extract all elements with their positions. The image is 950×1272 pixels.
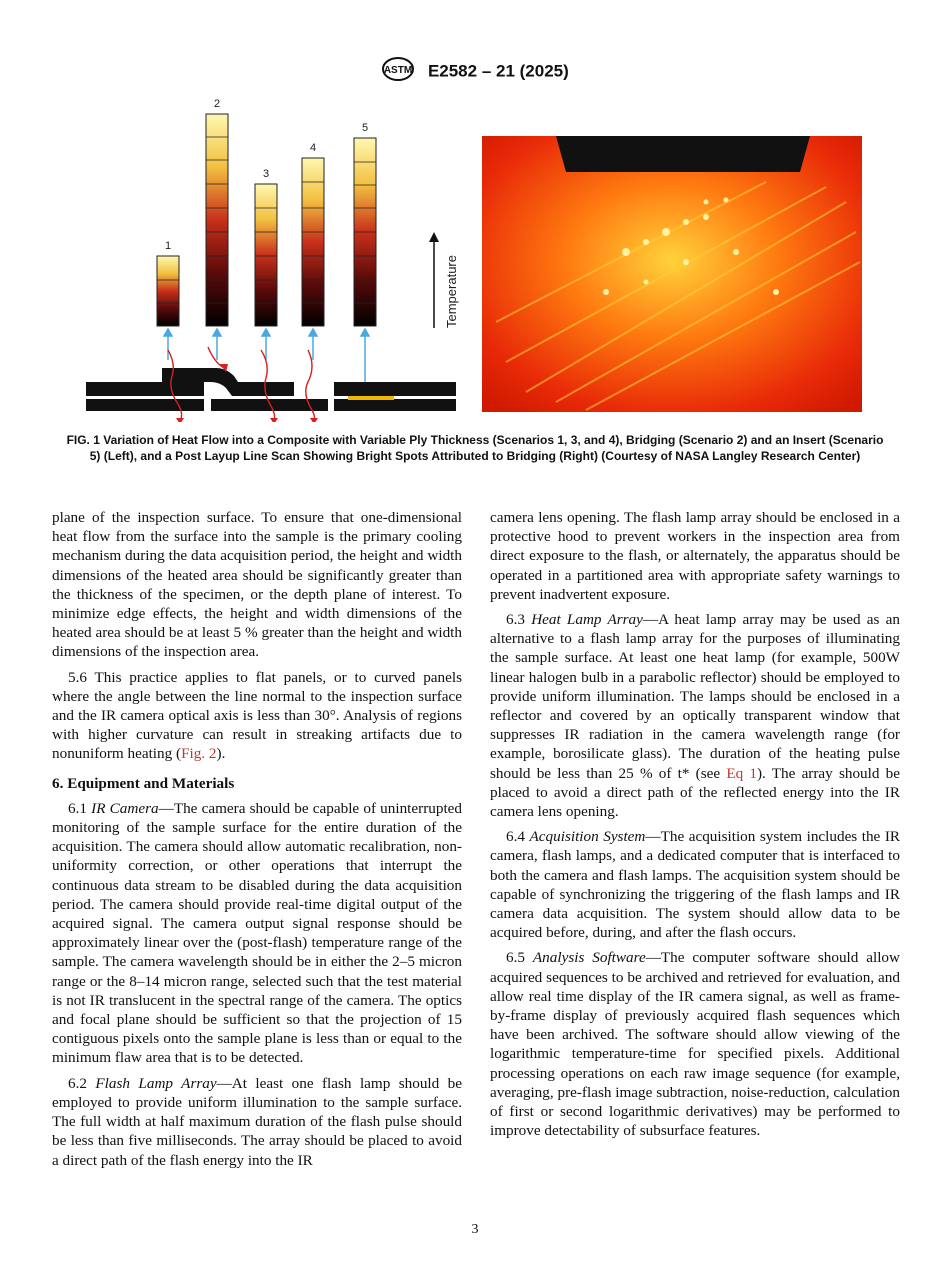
paragraph-text: ).: [216, 745, 226, 763]
term: Analysis Software: [532, 949, 646, 967]
page-number: 3: [471, 1222, 479, 1237]
section-number: 6.5: [506, 949, 533, 967]
page-header: [0, 56, 950, 87]
eq-1-link[interactable]: Eq 1: [726, 764, 757, 782]
standard-code: E2582 – 21 (2025): [427, 61, 569, 81]
paragraph-text: —The acquisition system includes the IR camera, flash lamps, and a dedicated computer that is interfaced to both the camera and flash lamps. The acquisition system should be capable of synchronizing the triggering of the flash lamps and IR camera data acquisition. The system should allow data to be acquired before, during, and after the flash occurs.: [490, 828, 901, 942]
paragraph-text: —A heat lamp array may be used as an alternative to a flash lamp array for the purposes of illuminating the sample surface. At least one heat lamp (for example, 500W linear halogen bulb in a parabolic reflector) should be employed to provide uniform illumination. The lamps should be enclosed in a reflector and covered by an optically transparent window that suppresses IR radiation in the camera wavelength range (for example, borosilicate glass). The duration of the heating pulse should be less than 25 % of t* (see: [490, 611, 900, 782]
left-column: [52, 508, 462, 1176]
svg-text:ASTM: ASTM: [384, 65, 413, 76]
term: Acquisition System: [529, 828, 646, 846]
section-number: 6.4: [506, 828, 530, 846]
bar-label-1: 1: [164, 240, 172, 252]
section-number: 6.1: [68, 799, 92, 817]
astm-logo-icon: [381, 56, 415, 87]
paragraph-6-4: [490, 827, 900, 942]
right-column: [490, 508, 900, 1147]
section-number: 6.2: [68, 1074, 96, 1092]
figure-1-graphic: [86, 92, 866, 422]
section-number: 6.3: [506, 611, 532, 629]
paragraph-6-1: [52, 799, 462, 1068]
bar-label-5: 5: [361, 122, 369, 134]
paragraph-text: —At least one flash lamp should be employed to provide uniform illumination to the sample surface. The full width at half maximum duration of the flash pulse should be less than five milliseconds. The array should be placed to avoid a direct path of the flash energy into the IR: [52, 1074, 462, 1169]
bar-label-2: 2: [213, 98, 221, 110]
paragraph: camera lens opening. The flash lamp array should be enclosed in a protective hood to prevent workers in the inspection area from direct exposure to the flash, or alternately, the apparatus should be operated in a partitioned area with appropriate safety warnings to prevent inadvertent exposure.: [490, 509, 900, 603]
bar-label-4: 4: [309, 142, 317, 154]
paragraph-text: ). The array should be placed to avoid a direct path of the reflected energy into the IR camera lens opening.: [490, 764, 900, 821]
paragraph-6-5: [490, 948, 900, 1140]
term: IR Camera: [91, 799, 159, 817]
composite-section: [86, 368, 456, 411]
ir-line-scan-image: [482, 136, 862, 412]
temperature-axis-label: Temperature: [444, 255, 459, 328]
figure-caption: FIG. 1 Variation of Heat Flow into a Composite with Variable Ply Thickness (Scenarios 1, 3, and 4), Bridging (Scenario 2) and an Insert (Scenario 5) (Left), and a Post Layup Line Scan Showing Bright Spots Attributed to Bridging (Right) (Courtesy of NASA Langley Research Center): [66, 433, 884, 463]
paragraph-text: —The computer software should allow acquired sequences to be archived and retrieved for evaluation, and allow real time display of the IR camera signal, as well as frame-by-frame display of previously acquired flash sequences which have been archived. The software should allow viewing of the logarithmic temperature-time for specified pixels. Additional processing operations on each raw image sequence (for example, averaging, pre-flash image subtraction, noise-reduction, calculation of first or second logarithmic derivatives) may be performed to improve detectability of subsurface features.: [490, 949, 900, 1140]
term: Flash Lamp Array: [95, 1074, 217, 1092]
paragraph-text: 5.6 This practice applies to flat panels, or to curved panels where the angle between the line normal to the inspection surface and the IR camera optical axis is less than 30°. Analysis of regions with higher curvature can result in streaking artifacts due to nonuniform heating (: [52, 668, 462, 763]
paragraph-6-3: [490, 610, 900, 821]
section-heading: 6. Equipment and Materials: [52, 774, 235, 792]
paragraph-5-6: [52, 668, 462, 764]
figure-1: [86, 92, 866, 422]
bar-label-3: 3: [262, 168, 270, 180]
temperature-axis: [429, 232, 459, 328]
paragraph-6-2: [52, 1074, 462, 1170]
term: Heat Lamp Array: [531, 611, 643, 629]
paragraph: plane of the inspection surface. To ensure that one-dimensional heat flow from the surface into the sample is the primary cooling mechanism during the data acquisition period, the height and width dimensions of the heated area should be significantly greater than the thickness of the specimen, or the depth plane of interest. To minimize edge effects, the height and width dimensions of the heated area should be at least 5 % greater than the height and width dimensions of the inspection area.: [52, 509, 462, 661]
temperature-bars: [157, 114, 376, 326]
fig-2-link[interactable]: Fig. 2: [181, 745, 217, 763]
paragraph-text: —The camera should be capable of uninterrupted monitoring of the sample surface for the entire duration of the acquisition. The camera should allow automatic recalibration, non-uniformity correction, or other operations that interrupt the continuous data stream to be disabled during the data acquisition period. The camera should provide real-time digital output of the acquired signal. The camera output signal response should be approximately linear over the (post-flash) temperature range of the sample. The camera wavelength should be in either the 2–5 micron range or the 8–14 micron range, selected such that the test material is not IR translucent in the spectral range of the camera. The optics and focal plane should be sufficient so that the projection of 15 contiguous pixels onto the sample plane is less than or equal to the minimum flaw area that is to be detected.: [52, 799, 462, 1067]
